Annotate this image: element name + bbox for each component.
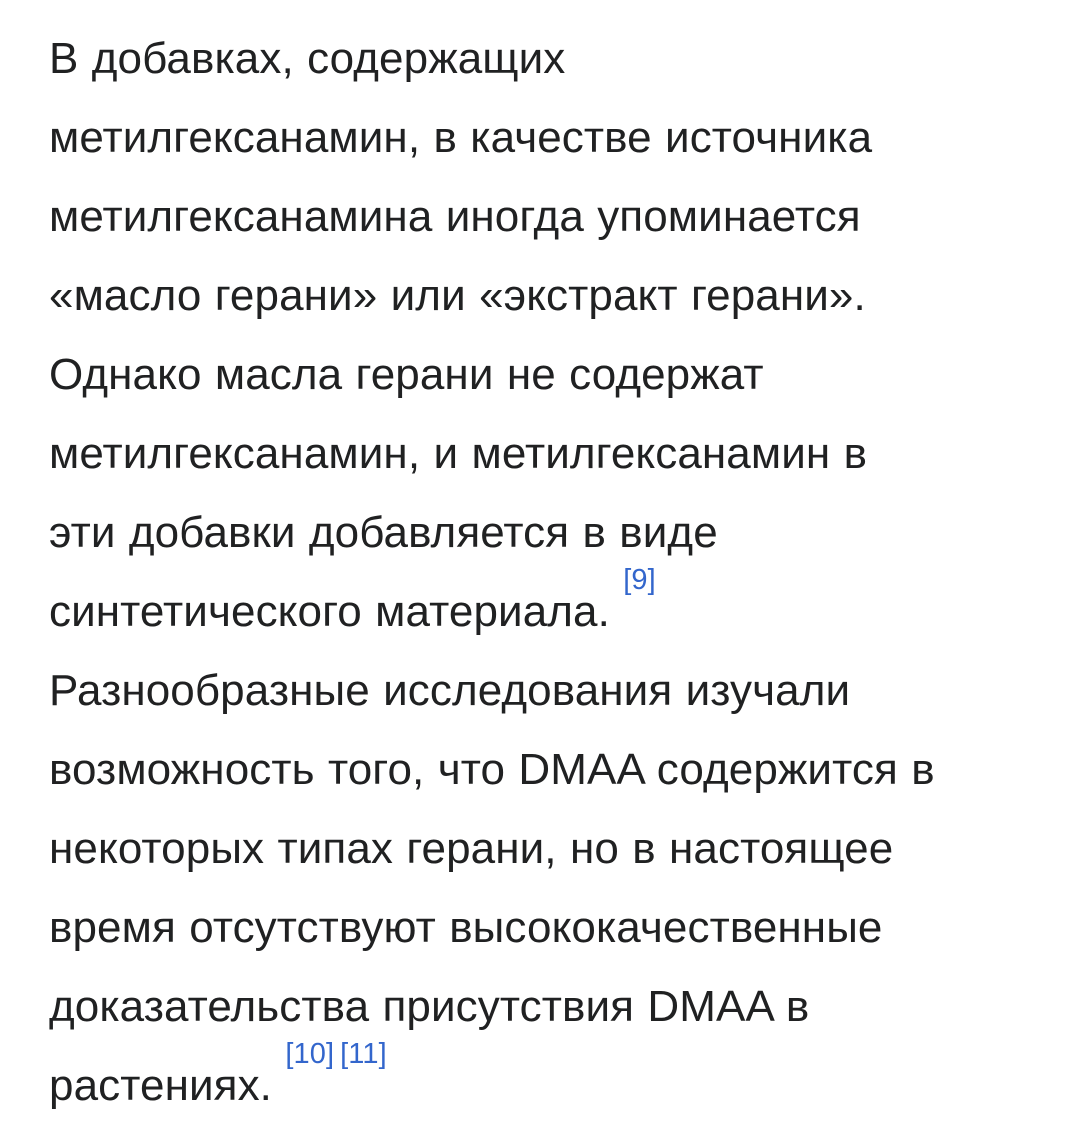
- reference-link-11[interactable]: [11]: [340, 1038, 387, 1070]
- text-line: эти добавки добавляется в виде: [49, 508, 718, 557]
- text-line: Однако масла герани не содержат: [49, 350, 764, 399]
- text-line: Разнообразные исследования изучали: [49, 666, 851, 715]
- reference-link-10[interactable]: [10]: [285, 1038, 335, 1070]
- text-line: время отсутствуют высококачественные: [49, 903, 883, 952]
- text-line: возможность того, что DMAA содержится в: [49, 745, 935, 794]
- text-line: растениях.: [49, 1061, 272, 1110]
- text-line: синтетического материала.: [49, 587, 610, 636]
- article-paragraph: [49, 19, 1059, 1125]
- text-line: метилгексанамина иногда упоминается: [49, 192, 861, 241]
- text-line: В добавках, содержащих: [49, 34, 566, 83]
- text-line: метилгексанамин, в качестве источника: [49, 113, 873, 162]
- text-line: некоторых типах герани, но в настоящее: [49, 824, 894, 873]
- reference-link-9[interactable]: [9]: [623, 564, 656, 596]
- article-body: [49, 19, 1059, 1125]
- text-line: доказательства присутствия DMAA в: [49, 982, 810, 1031]
- text-line: «масло герани» или «экстракт герани».: [49, 271, 866, 320]
- text-line: метилгексанамин, и метилгексанамин в: [49, 429, 868, 478]
